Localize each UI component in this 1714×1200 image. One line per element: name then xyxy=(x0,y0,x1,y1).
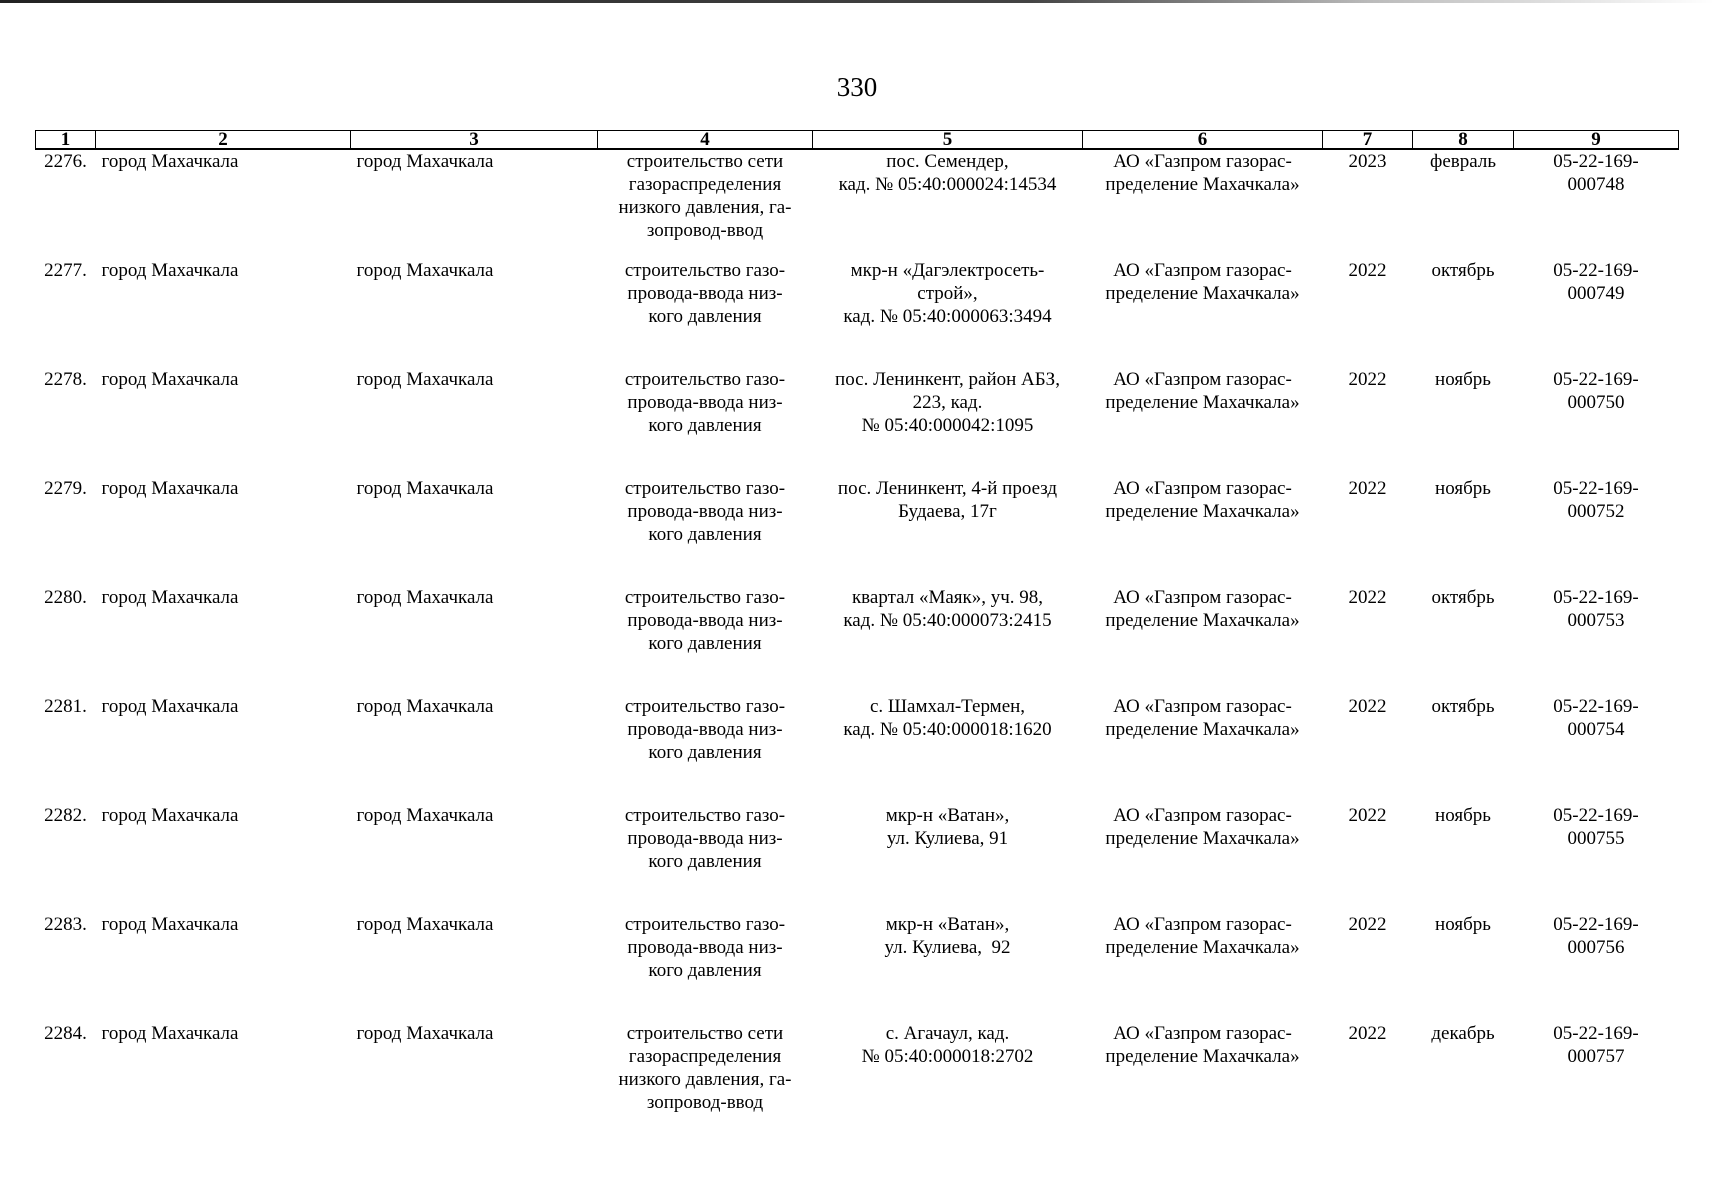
organization-cell-line: пределение Махачкала» xyxy=(1105,174,1300,195)
page-number: 330 xyxy=(836,72,878,102)
address-cell xyxy=(813,687,1083,796)
district-cell: город Махачкала xyxy=(101,696,239,717)
column-header-9: 9 xyxy=(1514,131,1679,150)
work-description-cell-line: кого давления xyxy=(648,524,762,545)
organization-cell-line: пределение Махачкала» xyxy=(1105,719,1300,740)
work-description-cell-line: кого давления xyxy=(648,742,762,763)
work-description-cell-line: провода-ввода низ- xyxy=(627,719,783,740)
code-cell-line: 05-22-169- xyxy=(1553,1023,1639,1044)
work-description-cell-line: строительство газо- xyxy=(624,369,786,390)
row-number: 2282. xyxy=(44,805,87,826)
code-cell-line: 05-22-169- xyxy=(1553,587,1639,608)
organization-cell-line: АО «Газпром газорас- xyxy=(1113,914,1292,935)
code-cell-line: 05-22-169- xyxy=(1553,805,1639,826)
district-cell: город Махачкала xyxy=(101,914,239,935)
settlement-cell: город Махачкала xyxy=(356,260,494,281)
address-cell xyxy=(813,360,1083,469)
column-header-7: 7 xyxy=(1323,131,1413,150)
work-description-cell-line: строительство газо- xyxy=(624,478,786,499)
address-cell-line: ул. Кулиева, 92 xyxy=(884,937,1011,958)
code-cell xyxy=(1514,1014,1679,1123)
code-cell xyxy=(1514,687,1679,796)
year-cell: 2022 xyxy=(1348,696,1387,717)
address-cell xyxy=(813,149,1083,251)
address-cell-line: кад. № 05:40:000073:2415 xyxy=(843,610,1052,631)
work-description-cell xyxy=(598,578,813,687)
district-cell: город Махачкала xyxy=(101,369,239,390)
address-cell-line: Будаева, 17г xyxy=(898,501,997,522)
address-cell-line: кад. № 05:40:000063:3494 xyxy=(843,306,1052,327)
settlement-cell: город Махачкала xyxy=(356,805,494,826)
organization-cell xyxy=(1083,251,1323,360)
organization-cell xyxy=(1083,796,1323,905)
month-cell: октябрь xyxy=(1431,587,1495,608)
organization-cell xyxy=(1083,578,1323,687)
code-cell-line: 000755 xyxy=(1567,828,1625,849)
month-cell: ноябрь xyxy=(1435,369,1491,390)
address-cell-line: пос. Ленинкент, район АБЗ, xyxy=(835,369,1060,390)
code-cell-line: 05-22-169- xyxy=(1553,151,1639,172)
organization-cell xyxy=(1083,149,1323,251)
address-cell-line: № 05:40:000018:2702 xyxy=(861,1046,1034,1067)
code-cell-line: 000750 xyxy=(1567,392,1625,413)
address-cell-line: пос. Семендер, xyxy=(886,151,1009,172)
month-cell: октябрь xyxy=(1431,260,1495,281)
code-cell xyxy=(1514,578,1679,687)
code-cell-line: 000749 xyxy=(1567,283,1625,304)
table-body xyxy=(36,149,1679,1123)
work-description-cell-line: низкого давления, га- xyxy=(618,197,792,218)
work-description-cell-line: провода-ввода низ- xyxy=(627,283,783,304)
work-description-cell xyxy=(598,796,813,905)
registry-table xyxy=(35,130,1679,1123)
settlement-cell: город Махачкала xyxy=(356,696,494,717)
code-cell-line: 05-22-169- xyxy=(1553,914,1639,935)
row-number: 2276. xyxy=(44,151,87,172)
work-description-cell xyxy=(598,905,813,1014)
code-cell-line: 05-22-169- xyxy=(1553,369,1639,390)
work-description-cell-line: строительство газо- xyxy=(624,696,786,717)
work-description-cell-line: строительство газо- xyxy=(624,805,786,826)
address-cell-line: ул. Кулиева, 91 xyxy=(886,828,1009,849)
district-cell: город Махачкала xyxy=(101,805,239,826)
work-description-cell-line: газораспределения xyxy=(628,1046,782,1067)
table-row xyxy=(36,687,1679,796)
month-cell: ноябрь xyxy=(1435,805,1491,826)
organization-cell-line: пределение Махачкала» xyxy=(1105,610,1300,631)
column-header-1: 1 xyxy=(36,131,96,150)
settlement-cell: город Махачкала xyxy=(356,1023,494,1044)
work-description-cell-line: зопровод-ввод xyxy=(646,1092,764,1113)
work-description-cell-line: зопровод-ввод xyxy=(646,220,764,241)
header-row xyxy=(36,131,1679,150)
row-number: 2279. xyxy=(44,478,87,499)
work-description-cell xyxy=(598,1014,813,1123)
code-cell-line: 05-22-169- xyxy=(1553,696,1639,717)
work-description-cell-line: газораспределения xyxy=(628,174,782,195)
column-header-8: 8 xyxy=(1413,131,1514,150)
work-description-cell xyxy=(598,687,813,796)
year-cell: 2022 xyxy=(1348,914,1387,935)
address-cell-line: 223, кад. xyxy=(912,392,983,413)
table-row xyxy=(36,469,1679,578)
code-cell xyxy=(1514,360,1679,469)
organization-cell-line: пределение Махачкала» xyxy=(1105,501,1300,522)
address-cell xyxy=(813,1014,1083,1123)
code-cell-line: 05-22-169- xyxy=(1553,260,1639,281)
address-cell-line: мкр-н «Ватан», xyxy=(885,805,1010,826)
code-cell-line: 000753 xyxy=(1567,610,1625,631)
code-cell xyxy=(1514,469,1679,578)
work-description-cell-line: кого давления xyxy=(648,633,762,654)
column-header-2: 2 xyxy=(96,131,351,150)
organization-cell-line: пределение Махачкала» xyxy=(1105,1046,1300,1067)
column-header-4: 4 xyxy=(598,131,813,150)
address-cell-line: кад. № 05:40:000018:1620 xyxy=(843,719,1052,740)
work-description-cell-line: провода-ввода низ- xyxy=(627,501,783,522)
work-description-cell-line: строительство сети xyxy=(626,1023,784,1044)
row-number: 2283. xyxy=(44,914,87,935)
code-cell-line: 000752 xyxy=(1567,501,1625,522)
organization-cell-line: АО «Газпром газорас- xyxy=(1113,369,1292,390)
organization-cell xyxy=(1083,360,1323,469)
work-description-cell-line: кого давления xyxy=(648,415,762,436)
work-description-cell-line: кого давления xyxy=(648,306,762,327)
address-cell-line: пос. Ленинкент, 4-й проезд xyxy=(837,478,1058,499)
work-description-cell-line: кого давления xyxy=(648,960,762,981)
work-description-cell xyxy=(598,251,813,360)
settlement-cell: город Махачкала xyxy=(356,151,494,172)
work-description-cell-line: строительство газо- xyxy=(624,587,786,608)
address-cell-line: № 05:40:000042:1095 xyxy=(861,415,1034,436)
row-number: 2278. xyxy=(44,369,87,390)
table-row xyxy=(36,905,1679,1014)
organization-cell-line: АО «Газпром газорас- xyxy=(1113,1023,1292,1044)
code-cell-line: 000756 xyxy=(1567,937,1625,958)
work-description-cell-line: кого давления xyxy=(648,851,762,872)
row-number: 2281. xyxy=(44,696,87,717)
settlement-cell: город Махачкала xyxy=(356,914,494,935)
month-cell: ноябрь xyxy=(1435,914,1491,935)
code-cell-line: 000757 xyxy=(1567,1046,1625,1067)
row-number: 2280. xyxy=(44,587,87,608)
work-description-cell-line: низкого давления, га- xyxy=(618,1069,792,1090)
address-cell-line: мкр-н «Ватан», xyxy=(885,914,1010,935)
organization-cell xyxy=(1083,905,1323,1014)
organization-cell xyxy=(1083,469,1323,578)
year-cell: 2023 xyxy=(1348,151,1387,172)
work-description-cell-line: провода-ввода низ- xyxy=(627,610,783,631)
organization-cell-line: АО «Газпром газорас- xyxy=(1113,260,1292,281)
district-cell: город Махачкала xyxy=(101,478,239,499)
organization-cell-line: АО «Газпром газорас- xyxy=(1113,151,1292,172)
district-cell: город Махачкала xyxy=(101,260,239,281)
year-cell: 2022 xyxy=(1348,260,1387,281)
district-cell: город Махачкала xyxy=(101,151,239,172)
address-cell xyxy=(813,796,1083,905)
organization-cell-line: АО «Газпром газорас- xyxy=(1113,587,1292,608)
work-description-cell-line: провода-ввода низ- xyxy=(627,937,783,958)
address-cell-line: строй», xyxy=(917,283,978,304)
district-cell: город Махачкала xyxy=(101,587,239,608)
address-cell xyxy=(813,905,1083,1014)
work-description-cell-line: провода-ввода низ- xyxy=(627,828,783,849)
district-cell: город Махачкала xyxy=(101,1023,239,1044)
table-row xyxy=(36,1014,1679,1123)
address-cell xyxy=(813,469,1083,578)
address-cell-line: квартал «Маяк», уч. 98, xyxy=(851,587,1044,608)
address-cell-line: кад. № 05:40:000024:14534 xyxy=(838,174,1057,195)
month-cell: февраль xyxy=(1430,151,1496,172)
scan-top-edge xyxy=(0,0,1714,3)
code-cell xyxy=(1514,796,1679,905)
month-cell: октябрь xyxy=(1431,696,1495,717)
table-row xyxy=(36,149,1679,251)
work-description-cell xyxy=(598,360,813,469)
code-cell xyxy=(1514,251,1679,360)
organization-cell-line: пределение Махачкала» xyxy=(1105,828,1300,849)
address-cell-line: с. Шамхал-Термен, xyxy=(869,696,1026,717)
column-header-6: 6 xyxy=(1083,131,1323,150)
year-cell: 2022 xyxy=(1348,587,1387,608)
address-cell xyxy=(813,578,1083,687)
organization-cell-line: пределение Махачкала» xyxy=(1105,283,1300,304)
table-row xyxy=(36,251,1679,360)
year-cell: 2022 xyxy=(1348,805,1387,826)
month-cell: ноябрь xyxy=(1435,478,1491,499)
code-cell-line: 000748 xyxy=(1567,174,1625,195)
year-cell: 2022 xyxy=(1348,478,1387,499)
work-description-cell-line: провода-ввода низ- xyxy=(627,392,783,413)
work-description-cell xyxy=(598,469,813,578)
row-number: 2284. xyxy=(44,1023,87,1044)
column-header-5: 5 xyxy=(813,131,1083,150)
organization-cell-line: АО «Газпром газорас- xyxy=(1113,478,1292,499)
work-description-cell-line: строительство газо- xyxy=(624,914,786,935)
code-cell-line: 000754 xyxy=(1567,719,1625,740)
table-row xyxy=(36,796,1679,905)
row-number: 2277. xyxy=(44,260,87,281)
organization-cell-line: пределение Махачкала» xyxy=(1105,937,1300,958)
organization-cell-line: АО «Газпром газорас- xyxy=(1113,805,1292,826)
address-cell-line: мкр-н «Дагэлектросеть- xyxy=(850,260,1045,281)
organization-cell-line: АО «Газпром газорас- xyxy=(1113,696,1292,717)
settlement-cell: город Махачкала xyxy=(356,587,494,608)
code-cell-line: 05-22-169- xyxy=(1553,478,1639,499)
organization-cell xyxy=(1083,687,1323,796)
organization-cell xyxy=(1083,1014,1323,1123)
work-description-cell-line: строительство сети xyxy=(626,151,784,172)
column-header-3: 3 xyxy=(351,131,598,150)
work-description-cell xyxy=(598,149,813,251)
settlement-cell: город Махачкала xyxy=(356,369,494,390)
table-row xyxy=(36,360,1679,469)
code-cell xyxy=(1514,149,1679,251)
month-cell: декабрь xyxy=(1431,1023,1495,1044)
address-cell xyxy=(813,251,1083,360)
table-row xyxy=(36,578,1679,687)
code-cell xyxy=(1514,905,1679,1014)
settlement-cell: город Махачкала xyxy=(356,478,494,499)
organization-cell-line: пределение Махачкала» xyxy=(1105,392,1300,413)
year-cell: 2022 xyxy=(1348,1023,1387,1044)
address-cell-line: с. Агачаул, кад. xyxy=(885,1023,1010,1044)
year-cell: 2022 xyxy=(1348,369,1387,390)
work-description-cell-line: строительство газо- xyxy=(624,260,786,281)
